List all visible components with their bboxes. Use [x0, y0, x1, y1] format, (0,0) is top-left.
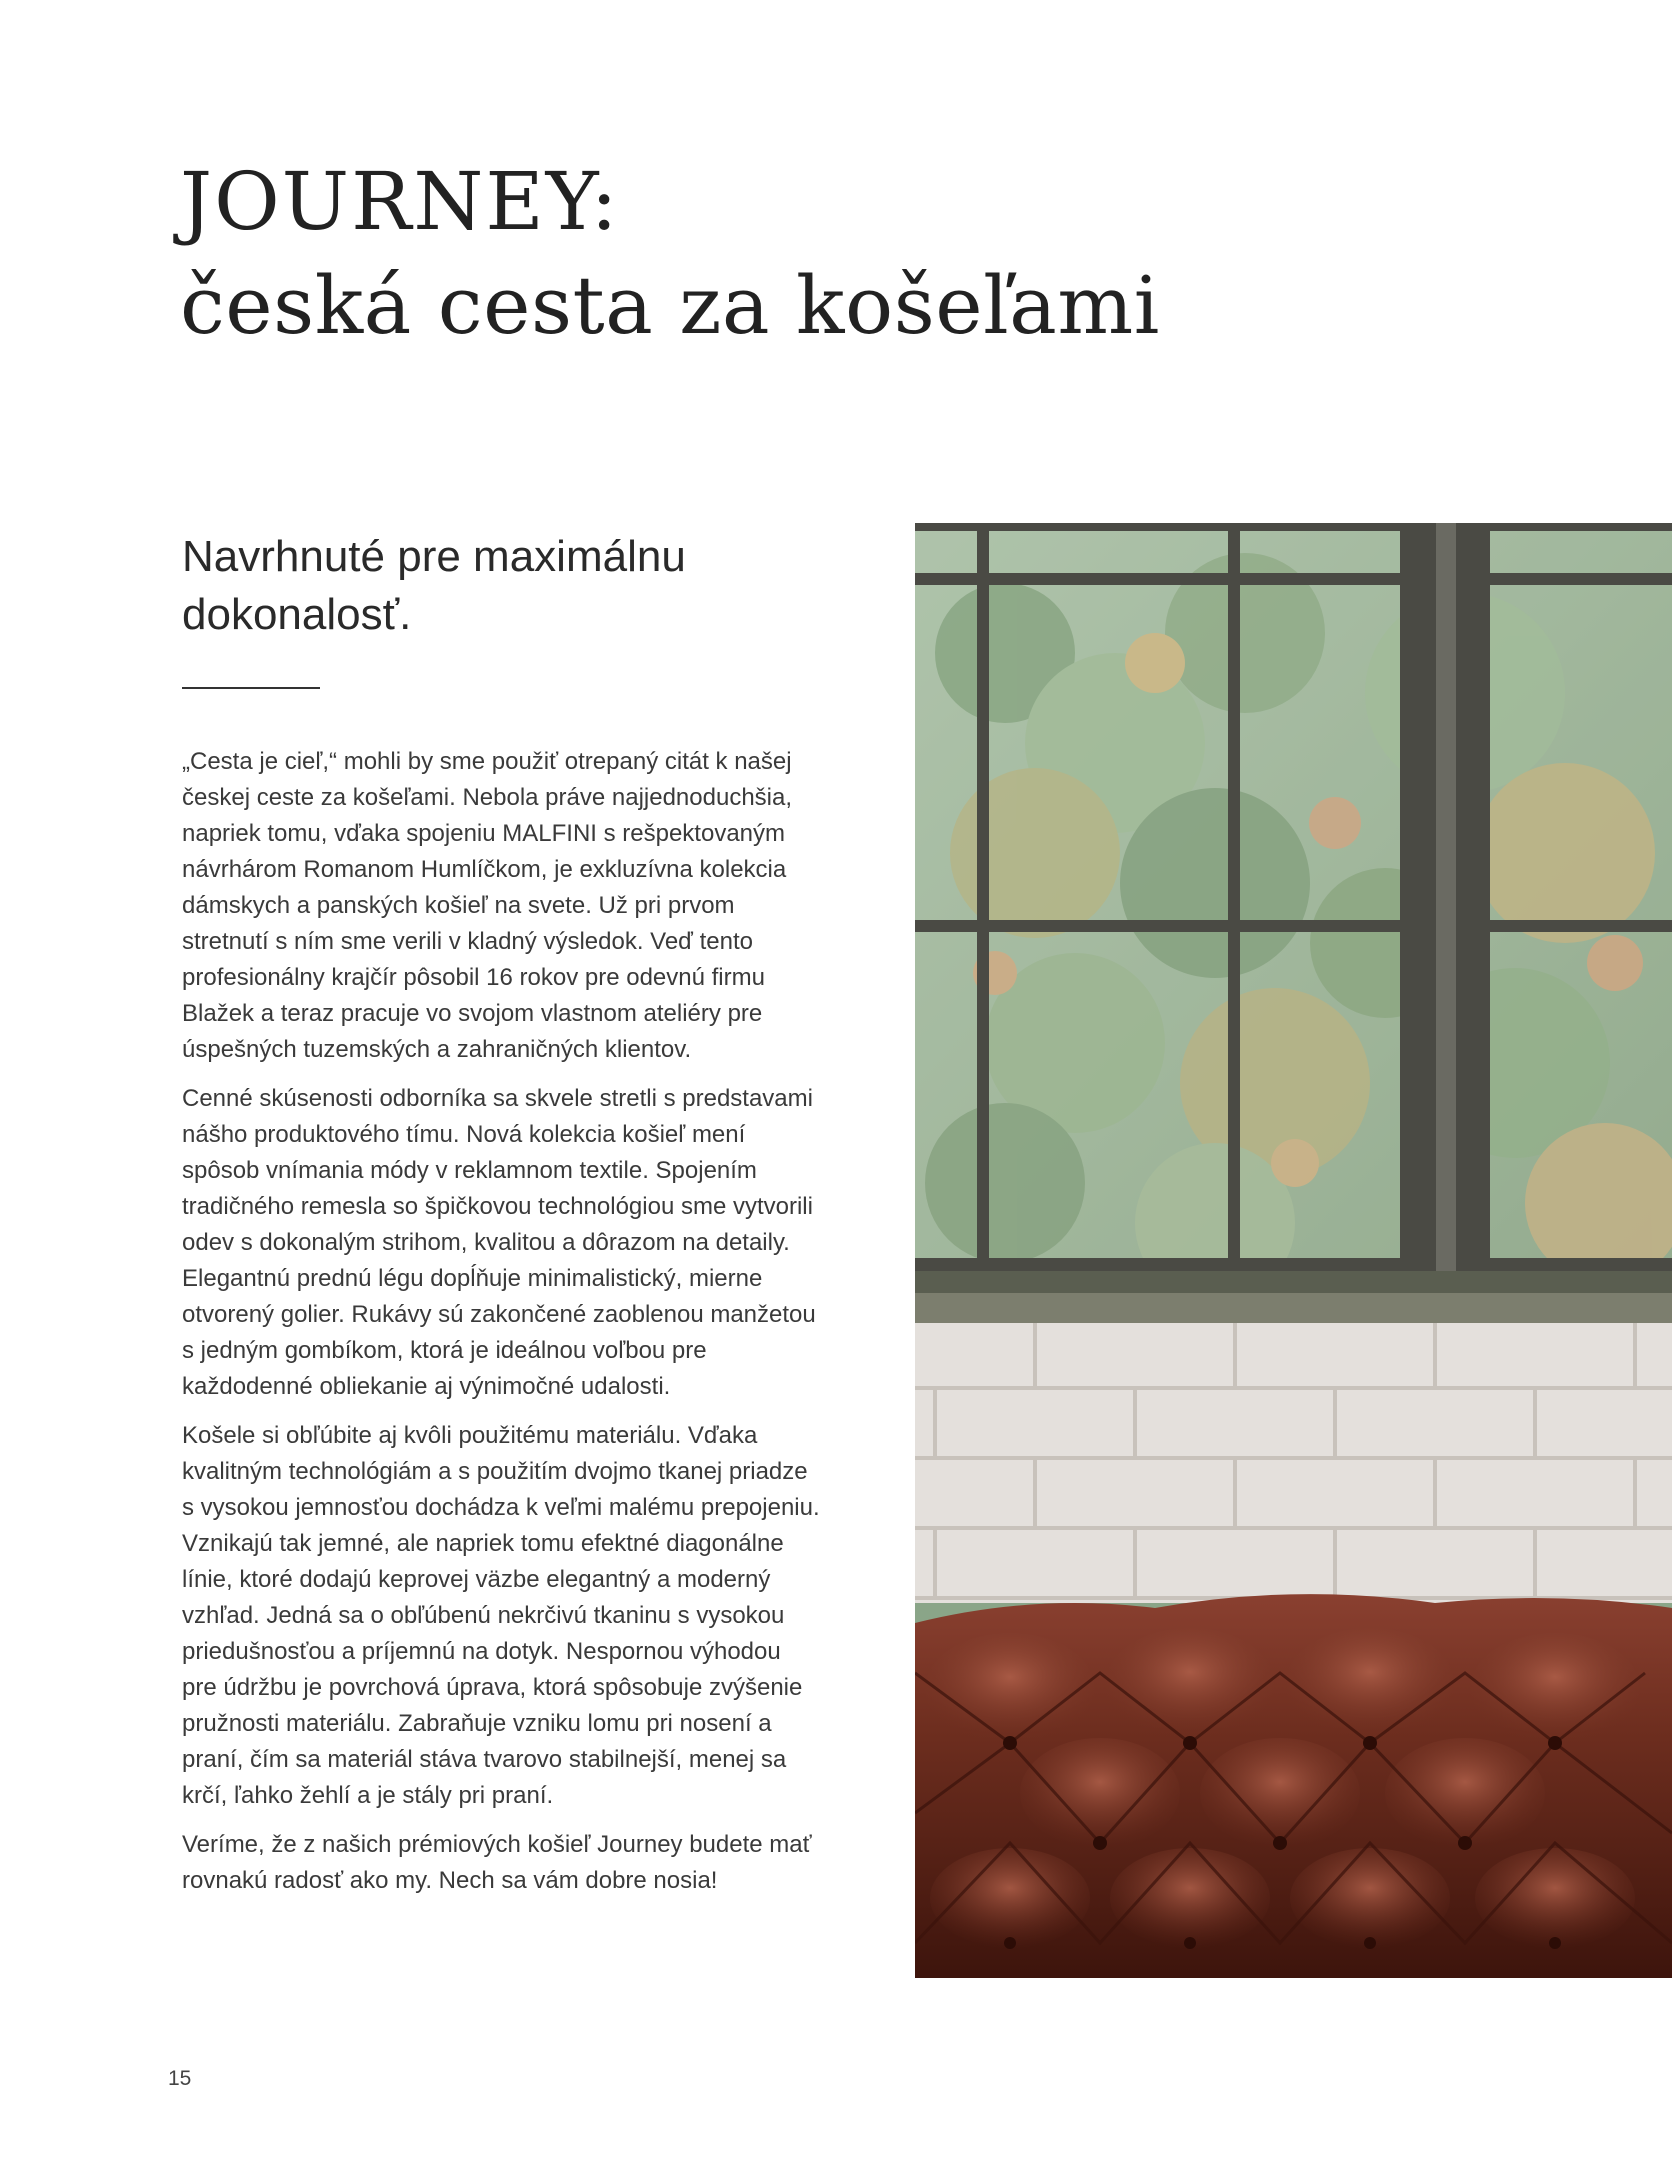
article-body [182, 744, 822, 1912]
title-line-1: JOURNEY: [180, 155, 620, 248]
page-title [180, 150, 1160, 358]
title-line-2: česká cesta za košeľami [180, 259, 1160, 352]
paragraph-4: Veríme, že z našich prémiových košieľ Journey budete mať rovnakú radosť ako my. Nech sa vám dobre nosia! [182, 1831, 812, 1894]
divider [182, 687, 320, 689]
paragraph-1: „Cesta je cieľ,“ mohli by sme použiť otrepaný citát k našej českej ceste za košeľami. Nebola práve najjednoduchšia, napriek tomu, vďaka spojeniu MALFINI s rešpektovaným návrhárom Romanom Humlíčkom, je exkluzívna kolekcia dámskych a panských košieľ na svete. Už pri prvom stretnutí s ním sme verili v kladný výsledok. Veď tento profesionálny krajčír pôsobil 16 rokov pre odevnú firmu Blažek a teraz pracuje vo svojom vlastnom ateliéry pre úspešných tuzemských a zahraničných klientov. [182, 748, 793, 1063]
subtitle: Navrhnuté pre maximálnu dokonalosť. [182, 532, 686, 639]
paragraph-3: Košele si obľúbite aj kvôli použitému materiálu. Vďaka kvalitným technológiám a s použitím dvojmo tkanej priadze s vysokou jemnosťou dochádza k veľmi malému prepojeniu. Vznikajú tak jemné, ale napriek tomu efektné diagonálne línie, ktoré dodajú keprovej väzbe elegantný a moderný vzhľad. Jedná sa o obľúbenú nekrčivú tkaninu s vysokou priedušnosťou a príjemnú na dotyk. Nespornou výhodou pre údržbu je povrchová úprava, ktorá spôsobuje zvýšenie pružnosti materiálu. Zabraňuje vzniku lomu pri nosení a praní, čím sa materiál stáva tvarovo stabilnejší, menej sa krčí, ľahko žehlí a je stály pri praní. [182, 1422, 820, 1809]
paragraph-2: Cenné skúsenosti odborníka sa skvele stretli s predstavami nášho produktového tímu. Nová kolekcia košieľ mení spôsob vnímania módy v reklamnom textile. Spojením tradičného remesla so špičkovou technológiou sme vytvorili odev s dokonalým strihom, kvalitou a dôrazom na detaily. Elegantnú prednú légu dopĺňuje minimalistický, mierne otvorený golier. Rukávy sú zakončené zaoblenou manžetou s jedným gombíkom, ktorá je ideálnou voľbou pre každodenné obliekanie aj výnimočné udalosti. [182, 1085, 816, 1400]
page-number: 15 [168, 2067, 192, 2090]
window-sofa-photo [915, 523, 1672, 1978]
